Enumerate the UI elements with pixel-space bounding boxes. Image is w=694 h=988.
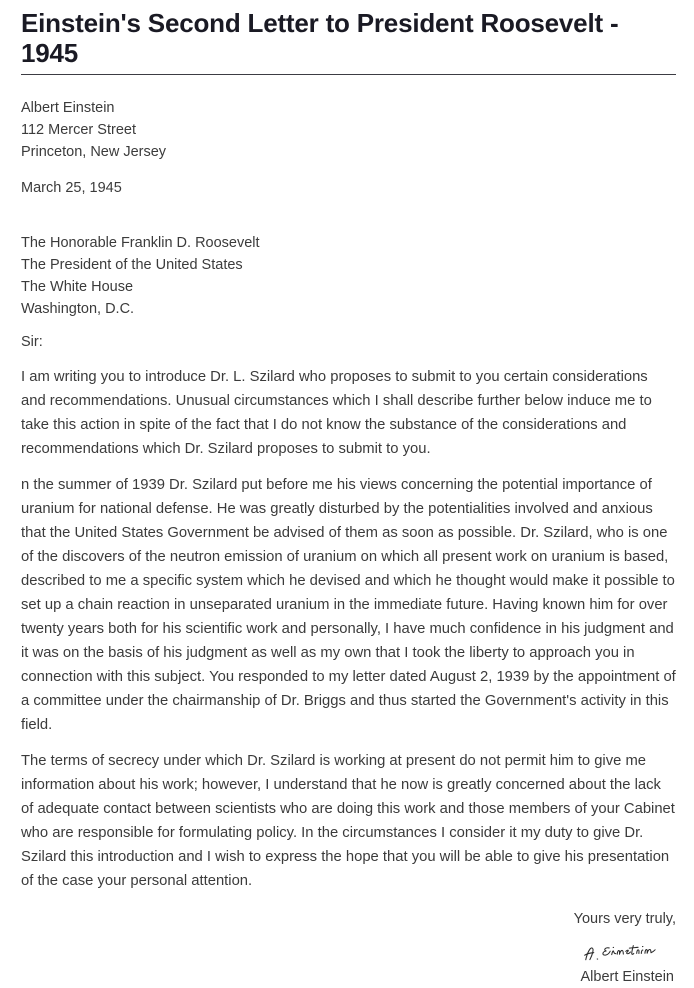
signature-name: Albert Einstein — [580, 969, 674, 985]
sender-city: Princeton, New Jersey — [21, 144, 167, 160]
einstein-signature-image — [580, 937, 669, 966]
salutation: Sir: — [21, 334, 43, 350]
recipient-title: The President of the United States — [21, 257, 243, 273]
recipient-city: Washington, D.C. — [21, 301, 135, 317]
closing-block — [21, 908, 676, 988]
recipient-building: The White House — [21, 279, 134, 295]
sender-street: 112 Mercer Street — [21, 122, 136, 138]
letter-date: March 25, 1945 — [21, 180, 122, 196]
recipient-name: The Honorable Franklin D. Roosevelt — [21, 235, 260, 251]
sender-name: Albert Einstein — [21, 100, 115, 116]
valediction: Yours very truly, — [573, 911, 676, 927]
body-paragraph-1: I am writing you to introduce Dr. L. Szilard who proposes to submit to you certain considerations and recommendations. Unusual circumstances which I shall describe further below induce me to take this action in spite of the fact that I do not know the substance of the considerations and recommendations which Dr. Szilard proposes to submit to you. — [21, 369, 652, 457]
body-paragraph-3: The terms of secrecy under which Dr. Szilard is working at present do not permit him to give me information about his work; however, I understand that he now is greatly concerned about the lack of adequate contact between scientists who are doing this work and those members of your Cabinet who are responsible for formulating policy. In the circumstances I consider it my duty to give Dr. Szilard this introduction and I wish to express the hope that you will be able to give his presentation of the case your personal attention. — [21, 753, 675, 889]
body-paragraph-2: n the summer of 1939 Dr. Szilard put before me his views concerning the potential importance of uranium for national defense. He was greatly disturbed by the potentialities involved and anxious that the United States Government be advised of them as soon as possible. Dr. Szilard, who is one of the discovers of the neutron emission of uranium on which all present work on uranium is based, described to me a specific system which he devised and which he thought would make it possible to set up a chain reaction in unseparated uranium in the immediate future. Having known him for over twenty years both for his scientific work and personally, I have much confidence in his judgment and it was on the basis of his judgment as well as my own that I took the liberty to approach you in connection with this subject. You responded to my letter dated August 2, 1939 by the appointment of a committee under the chairmanship of Dr. Briggs and thus started the Government's activity in this field. — [21, 477, 676, 733]
sender-address — [21, 97, 676, 163]
page-title: Einstein's Second Letter to President Roosevelt - 1945 — [21, 6, 676, 75]
recipient-address — [21, 232, 676, 320]
